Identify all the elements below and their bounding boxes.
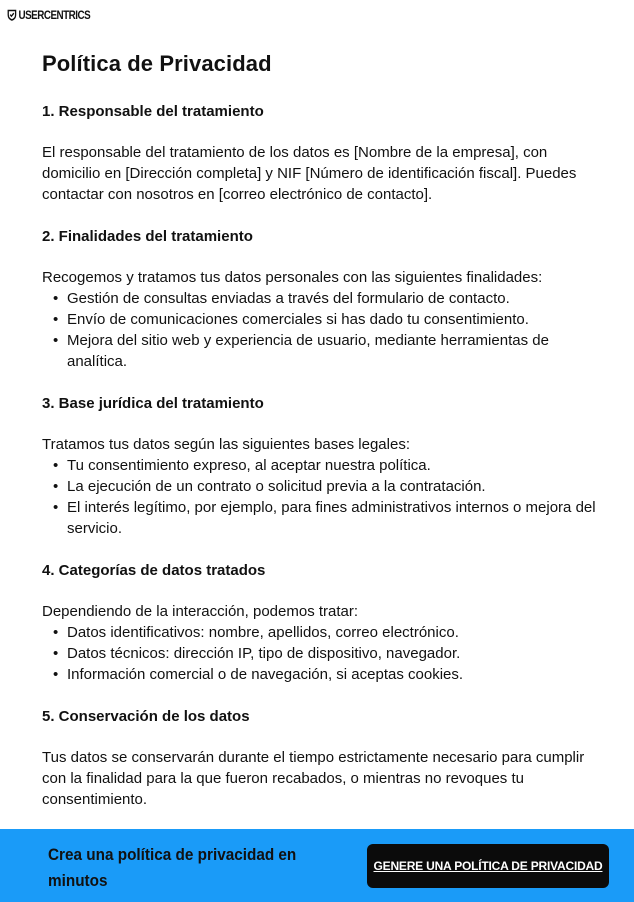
section-paragraph: El responsable del tratamiento de los datos es [Nombre de la empresa], con domicilio en [Dirección completa] y NIF [Número de identificación fiscal]. Puedes contactar con nosotros en [correo electrónico de contacto]. — [42, 144, 577, 203]
section-heading: 3. Base jurídica del tratamiento — [42, 395, 264, 412]
list-item: • Envío de comunicaciones comerciales si has dado tu consentimiento. — [67, 309, 602, 330]
section-responsable — [42, 102, 602, 205]
list-item: • Mejora del sitio web y experiencia de usuario, mediante herramientas de analítica. — [67, 330, 602, 372]
bullet-list — [42, 288, 602, 372]
section-finalidades — [42, 227, 602, 372]
cta-title: Crea una política de privacidad en minutos — [48, 845, 297, 890]
section-paragraph: Tratamos tus datos según las siguientes bases legales: — [42, 436, 410, 453]
page-title: Política de Privacidad — [42, 51, 272, 76]
brand-logo — [7, 8, 90, 22]
bullet-list — [42, 622, 602, 685]
list-item: • Información comercial o de navegación, si aceptas cookies. — [67, 664, 602, 685]
list-item: • Datos identificativos: nombre, apellidos, correo electrónico. — [67, 622, 602, 643]
section-conservacion — [42, 707, 602, 810]
shield-check-icon — [7, 9, 17, 21]
section-heading: 5. Conservación de los datos — [42, 708, 250, 725]
section-base-juridica — [42, 394, 602, 539]
list-item: • La ejecución de un contrato o solicitud previa a la contratación. — [67, 476, 602, 497]
section-paragraph: Recogemos y tratamos tus datos personales con las siguientes finalidades: — [42, 269, 543, 286]
generate-policy-button[interactable]: GENERE UNA POLÍTICA DE PRIVACIDAD — [367, 844, 609, 888]
brand-name: USERCENTRICS — [18, 8, 91, 22]
cta-banner — [0, 829, 634, 902]
section-categorias — [42, 561, 602, 685]
section-heading: 2. Finalidades del tratamiento — [42, 228, 253, 245]
section-paragraph: Dependiendo de la interacción, podemos tratar: — [42, 603, 359, 620]
list-item: • Gestión de consultas enviadas a través del formulario de contacto. — [67, 288, 602, 309]
list-item: • El interés legítimo, por ejemplo, para fines administrativos internos o mejora del servicio. — [67, 497, 602, 539]
list-item: • Tu consentimiento expreso, al aceptar nuestra política. — [67, 455, 602, 476]
section-heading: 4. Categorías de datos tratados — [42, 562, 266, 579]
list-item: • Datos técnicos: dirección IP, tipo de dispositivo, navegador. — [67, 643, 602, 664]
policy-content — [42, 50, 602, 810]
bullet-list — [42, 455, 602, 539]
section-heading: 1. Responsable del tratamiento — [42, 103, 264, 120]
section-paragraph: Tus datos se conservarán durante el tiempo estrictamente necesario para cumplir con la finalidad para la que fueron recabados, o mientras no revoques tu consentimiento. — [42, 749, 585, 808]
